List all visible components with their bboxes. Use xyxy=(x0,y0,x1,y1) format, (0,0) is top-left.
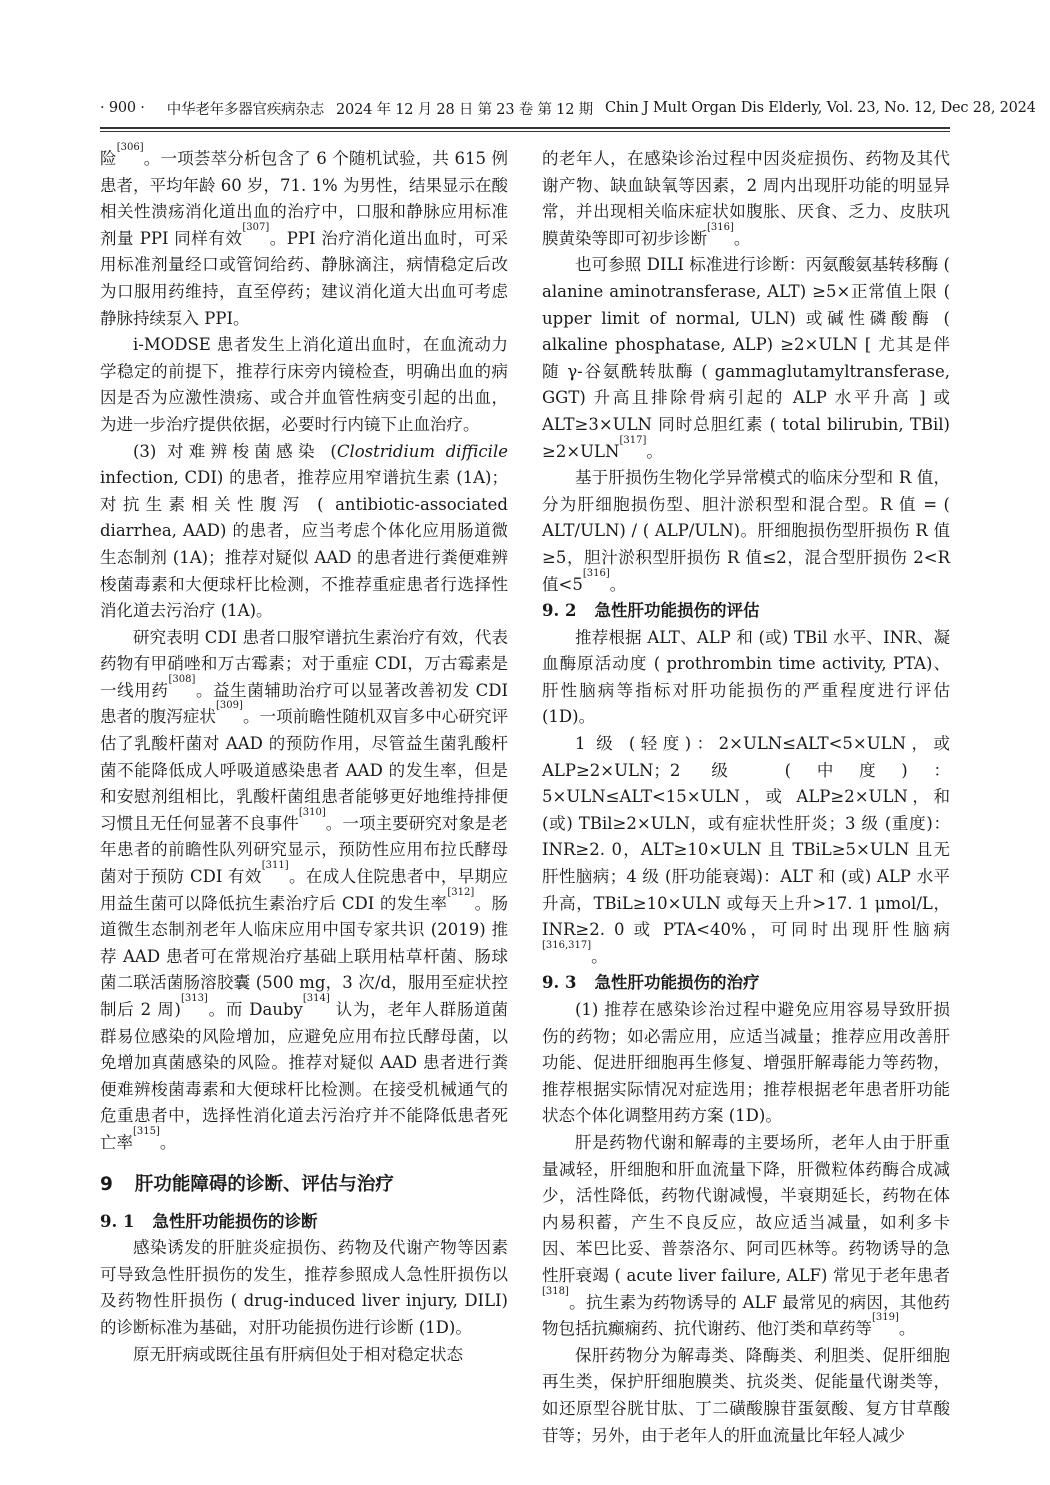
paragraph: 推荐根据 ALT、ALP 和 (或) TBil 水平、INR、凝血酶原活动度 ( prothrombin time activity, PTA)、肝性脑病等指标对肝功能损伤的严重程度进行评估 (1D)。 xyxy=(542,627,950,727)
text: 认为，老年人群肠道菌群易位感染的风险增加，应避免应用布拉氏酵母菌，以免增加真菌感染的风险。推荐对疑似 AAD 患者进行粪便难辨梭菌毒素和大便球杆比检测。在接受机械通气的危重患者中，选择性消化道去污治疗并不能降低患者死亡率 xyxy=(100,1000,508,1152)
citation[interactable]: [314] xyxy=(302,993,330,1004)
citation[interactable]: [307] xyxy=(242,221,270,233)
text: 。 xyxy=(646,441,663,461)
subsection-title: 急性肝功能损伤的诊断 xyxy=(152,1211,318,1231)
journal-name-en: Chin J Mult Organ Dis Elderly, Vol. 23, No. 12, Dec 28, 2024 xyxy=(604,100,1036,116)
subsection-heading xyxy=(100,1209,508,1236)
paragraph xyxy=(100,142,508,332)
subsection-number: 9. 1 xyxy=(100,1211,135,1231)
text: 。 xyxy=(159,1132,177,1152)
citation[interactable]: [310] xyxy=(298,806,326,818)
left-column xyxy=(100,142,509,1368)
text: 。一项荟萃分析包含了 6 个随机试验，共 615 例患者，平均年龄 60 岁，71. 1% 为男性，结果显示在酸相关性溃疡消化道出血的治疗中，口服和静脉应用标准剂量 PPI 同样有效 xyxy=(100,149,508,248)
subsection-heading xyxy=(542,970,950,997)
citation[interactable]: [313] xyxy=(180,993,208,1004)
paragraph xyxy=(542,146,950,252)
paragraph: 感染诱发的肝脏炎症损伤、药物及代谢产物等因素可导致急性肝损伤的发生，推荐参照成人急性肝损伤以及药物性肝损伤 ( drug-induced liver injury, DILI) 的诊断标准为基础，对肝功能损伤进行诊断 (1D)。 xyxy=(100,1238,508,1337)
citation[interactable]: [316] xyxy=(582,567,610,579)
text: 肝是药物代谢和解毒的主要场所，老年人由于肝重量减轻，肝细胞和肝血流量下降，肝微粒体药酶合成减少，活性降低，药物代谢减慢，半衰期延长，药物在体内易积蓄，产生不良反应，故应适当减量，如利多卡因、苯巴比妥、普萘洛尔、阿司匹林等。药物诱导的急性肝衰竭 ( acute liver failure, ALF) 常见于老年患者 xyxy=(542,1132,950,1285)
text: 。 xyxy=(609,574,627,594)
page-number: · 900 · xyxy=(100,100,145,116)
citation[interactable]: [309] xyxy=(216,700,243,712)
subsection-title: 急性肝功能损伤的评估 xyxy=(594,601,760,621)
citation[interactable]: [306] xyxy=(116,142,144,153)
text: 。抗生素为药物诱导的 ALF 最常见的病因，其他药物包括抗癫痫药、抗代谢药、他汀类和草药等 xyxy=(542,1292,950,1339)
text: 基于肝损伤生物化学异常模式的临床分型和 R 值，分为肝细胞损伤型、胆汁淤积型和混合型。R 值 = ( ALT/ULN) / ( ALP/ULN)。肝细胞损伤型肝损伤 R 值≥5，胆汁淤积型肝损伤 R 值≤2，混合型肝损伤 2<R 值<5 xyxy=(542,468,950,594)
subsection-number: 9. 2 xyxy=(542,601,577,621)
section-title: 肝功能障碍的诊断、评估与治疗 xyxy=(134,1173,394,1195)
journal-name-cn: 中华老年多器官疾病杂志 xyxy=(166,101,325,118)
text: 也可参照 DILI 标准进行诊断：丙氨酸氨基转移酶 ( alanine aminotransferase, ALT) ≥5×正常值上限 ( upper limit of normal, ULN) 或碱性磷酸酶 ( alkaline phosphatase, ALP) ≥2×ULN [ 尤其是伴随 γ-谷氨酰转肽酶 ( gammaglutamyltransferase, GGT) 升高且排除骨病引起的 ALP 水平升高 ] 或 ALT≥3×ULN 同时总胆红素 ( total bilirubin, TBil) ≥2×ULN xyxy=(542,255,950,461)
citation[interactable]: [312] xyxy=(447,886,475,898)
citation[interactable]: [315] xyxy=(133,1125,160,1137)
text: 。 xyxy=(591,946,608,966)
text: 险 xyxy=(100,149,117,168)
text: 。一项前瞻性随机双盲多中心研究评估了乳酸杆菌对 AAD 的预防作用，尽管益生菌乳酸杆菌不能降低成人呼吸道感染患者 AAD 的发生率，但是和安慰剂组相比，乳酸杆菌组患者能够更好地维持排便习惯且无任何显著不良事件 xyxy=(100,707,509,833)
text: 。PPI 治疗消化道出血时，可采用标准剂量经口或管饲给药、静脉滴注，病情稳定后改为口服用药维持，直至停药；建议消化道大出血可考虑静脉持续泵入 PPI。 xyxy=(100,228,508,328)
text: 的老年人，在感染诊治过程中因炎症损伤、药物及其代谢产物、缺血缺氧等因素，2 周内出现肝功能的明显异常，并出现相关临床症状如腹胀、厌食、乏力、皮肤巩膜黄染等即可初步诊断 xyxy=(542,149,950,248)
text: 。一项主要研究对象是老年患者的前瞻性队列研究显示，预防性应用布拉氏酵母菌对于预防 CDI 有效 xyxy=(100,813,509,887)
paragraph xyxy=(542,731,950,970)
text: 。 xyxy=(898,1319,916,1339)
paragraph: (1) 推荐在感染诊治过程中避免应用容易导致肝损伤的药物；如必需应用，应适当减量；推荐应用改善肝功能、促进肝细胞再生修复、增强肝解毒能力等药物，推荐根据实际情况对症选用；推荐根据老年患者肝功能状态个体化调整用药方案 (1D)。 xyxy=(542,1000,950,1126)
text: 研究表明 CDI 患者口服窄谱抗生素治疗有效，代表药物有甲硝唑和万古霉素；对于重症 CDI，万古霉素是一线用药 xyxy=(100,627,508,700)
paragraph xyxy=(100,439,508,625)
text: 。在成人住院患者中，早期应用益生菌可以降低抗生素治疗后 CDI 的发生率 xyxy=(100,867,508,913)
text: 1 级 (轻度)：2×ULN≤ALT<5×ULN，或 ALP≥2×ULN；2 级 (中度)：5×ULN≤ALT<15×ULN，或 ALP≥2×ULN，和 (或) TBil≥2×ULN，或有症状性肝炎；3 级 (重度)：INR≥2. 0，ALT≥10×ULN 且 TBiL≥5×ULN 且无肝性脑病；4 级 (肝功能衰竭)：ALT 和 (或) ALP 水平升高，TBiL≥10×ULN 或每天上升>17. 1 μmol/L，INR≥2. 0 或 PTA<40%，可同时出现肝性脑病 xyxy=(542,734,950,940)
paragraph xyxy=(100,625,508,1157)
subsection-number: 9. 3 xyxy=(542,973,577,993)
paragraph: 保肝药物分为解毒类、降酶类、利胆类、促肝细胞再生类，保护肝细胞膜类、抗炎类、促能量代谢类等，如还原型谷胱甘肽、丁二磺酸腺苷蛋氨酸、复方甘草酸苷等；另外，由于老年人的肝血流量比年轻人减少 xyxy=(542,1345,950,1445)
section-number: 9 xyxy=(100,1173,113,1195)
citation[interactable]: [311] xyxy=(261,860,289,872)
header-rule xyxy=(100,127,950,129)
paragraph: 原无肝病或既往虽有肝病但处于相对稳定状态 xyxy=(133,1344,463,1364)
citation[interactable]: [319] xyxy=(872,1312,899,1324)
citation[interactable]: [317] xyxy=(619,434,647,446)
paragraph xyxy=(542,1130,950,1343)
text: infection, CDI) 的患者，推荐应用窄谱抗生素 (1A)；对抗生素相关性腹泻 ( antibiotic-associated diarrhea, AAD) 的患者，应当考虑个体化应用肠道微生态制剂 (1A)；推荐对疑似 AAD 的患者进行粪便难辨梭菌毒素和大便球杆比检测，不推荐重症患者行选择性消化道去污治疗 (1A)。 xyxy=(100,468,508,621)
text: (3) 对难辨梭菌感染 ( xyxy=(133,441,337,461)
subsection-title: 急性肝功能损伤的治疗 xyxy=(594,973,760,993)
text: 。肠道微生态制剂老年人临床应用中国专家共识 (2019) 推荐 AAD 患者可在常规治疗基础上联用枯草杆菌、肠球菌二联活菌肠溶胶囊 (500 mg，3 次/d，服用至症状控制后 2 周) xyxy=(100,893,508,1019)
right-column xyxy=(542,146,950,1449)
citation[interactable]: [316] xyxy=(707,221,734,233)
section-heading xyxy=(100,1171,508,1199)
citation[interactable]: [316,317] xyxy=(542,939,592,951)
citation[interactable]: [318] xyxy=(542,1285,569,1297)
species-name: Clostridium difficile xyxy=(336,441,508,461)
citation[interactable]: [308] xyxy=(168,673,196,685)
text: 。益生菌辅助治疗可以显著改善初发 CDI 患者的腹泻症状 xyxy=(100,680,508,727)
running-header xyxy=(100,97,1036,119)
issue-date-cn: 2024 年 12 月 28 日 第 23 卷 第 12 期 xyxy=(336,101,593,118)
header-rule-thin xyxy=(100,131,950,132)
paragraph xyxy=(542,252,950,465)
text: 。而 Dauby xyxy=(207,1000,303,1019)
paragraph: i-MODSE 患者发生上消化道出血时，在血流动力学稳定的前提下，推荐行床旁内镜检查，明确出血的病因是否为应激性溃疡、或合并血管性病变引起的出血，为进一步治疗提供依据，必要时行内镜下止血治疗。 xyxy=(100,335,508,434)
subsection-heading xyxy=(542,598,950,625)
paragraph xyxy=(542,465,950,598)
text: 。 xyxy=(733,228,751,248)
